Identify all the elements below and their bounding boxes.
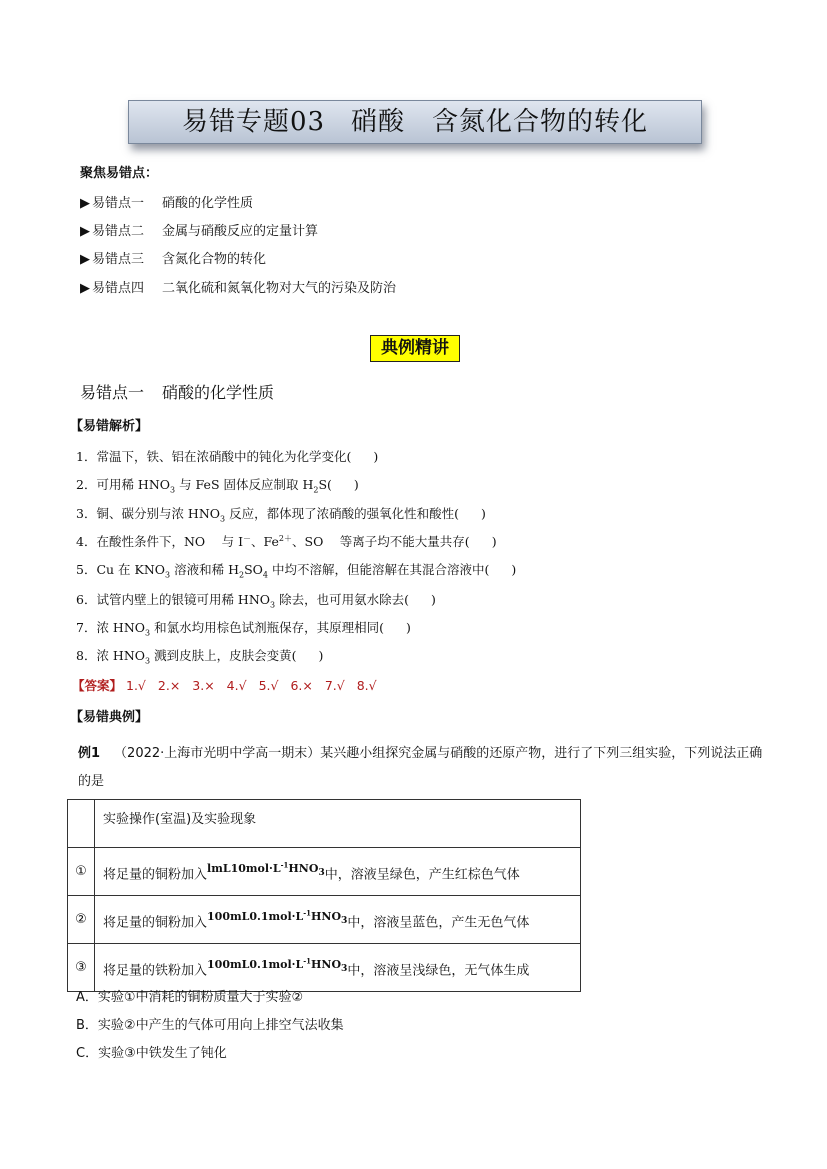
question-4: 4．在酸性条件下，NO 与 I－、$Fe^{2+}$、SO 等离子均不能大量共存( ) <box>76 533 497 549</box>
row-number: ① <box>68 848 95 896</box>
answer-item: 7.√ <box>324 678 345 693</box>
example-text: （2022·上海市光明中学高一期末）某兴趣小组探究金属与硝酸的还原产物，进行了下列三组实验，下列说法正确的是 <box>78 746 763 789</box>
triangle-icon: ▶ <box>80 224 90 239</box>
question-7: 7．浓 $HNO_3$ 和氯水均用棕色试剂瓶保存，其原理相同( ) <box>76 620 411 638</box>
option-b: B．实验②中产生的气体可用向上排空气法收集 <box>76 1018 344 1033</box>
example-label: 例1 <box>78 746 101 761</box>
focus-point: ▶ 易错点一 硝酸的化学性质 <box>80 196 254 211</box>
answer-item: 6.× <box>290 678 313 693</box>
option-a: A．实验①中消耗的铜粉质量大于实验② <box>76 990 304 1005</box>
formula: 100mL0.1mol·L-1HNO3 <box>207 908 348 927</box>
example-tag: 【易错典例】 <box>70 710 149 725</box>
triangle-icon: ▶ <box>80 196 90 211</box>
answer-item: 5.√ <box>258 678 279 693</box>
question-8: 8．浓 $HNO_3$ 溅到皮肤上，皮肤会变黄( ) <box>76 648 324 666</box>
answer-item: 1.√ <box>126 678 146 693</box>
question-1: 1．常温下，铁、铝在浓硝酸中的钝化为化学变化( ) <box>76 449 379 464</box>
title-banner <box>128 100 702 144</box>
table-header: 实验操作(室温)及实验现象 <box>95 800 581 848</box>
triangle-icon: ▶ <box>80 281 90 296</box>
analysis-tag: 【易错解析】 <box>70 419 149 434</box>
table-row: ① 将足量的铜粉加入$^{lmL10mol\cdot L^{-1}HNO_3}$中，溶液呈绿色，产生红棕色气体 <box>68 848 581 896</box>
focus-point: ▶ 易错点三 含氮化合物的转化 <box>80 252 267 267</box>
answer-item: 3.× <box>192 678 215 693</box>
focus-point: ▶ 易错点二 金属与硝酸反应的定量计算 <box>80 224 319 239</box>
table-row: ③ 将足量的铁粉加入$^{100mL0.1mol\cdot L^{-1}HNO_3}$中，溶液呈浅绿色，无气体生成 <box>68 944 581 992</box>
section-badge: 典例精讲 <box>370 335 460 362</box>
row-number: ② <box>68 896 95 944</box>
answer-item: 2.× <box>157 678 181 693</box>
answer-item: 4.√ <box>226 678 247 693</box>
experiment-table <box>67 799 581 992</box>
focus-point: ▶ 易错点四 二氧化硫和氮氧化物对大气的污染及防治 <box>80 281 397 296</box>
table-row: ② 将足量的铜粉加入$^{100mL0.1mol\cdot L^{-1}HNO_3}$中，溶液呈蓝色，产生无色气体 <box>68 896 581 944</box>
question-6: 6．试管内壁上的银镜可用稀 $HNO_3$ 除去，也可用氨水除去( ) <box>76 592 436 610</box>
section-heading: 易错点一 硝酸的化学性质 <box>80 383 275 402</box>
answer-line <box>72 676 377 694</box>
question-3: 3．铜、碳分别与浓 $HNO_3$ 反应，都体现了浓硝酸的强氧化性和酸性( ) <box>76 506 486 524</box>
triangle-icon: ▶ <box>80 252 90 267</box>
example-1 <box>78 740 768 796</box>
option-c: C．实验③中铁发生了钝化 <box>76 1046 227 1061</box>
question-5: 5．Cu 在 $KNO_3$ 溶液和稀 $H_2SO_4$ 中均不溶解，但能溶解在其混合溶液中( ) <box>76 562 517 580</box>
title-right: 硝酸 含氮化合物的转化 <box>351 107 649 137</box>
row-number: ③ <box>68 944 95 992</box>
answer-label: 【答案】 <box>72 678 123 693</box>
answer-item: 8.√ <box>356 678 377 693</box>
table-header-row <box>68 800 581 848</box>
formula: lmL10mol·L-1HNO3 <box>207 860 325 879</box>
question-2: 2．可用稀 $HNO_3$ 与 FeS 固体反应制取 $H_2S$( ) <box>76 477 359 495</box>
formula: 100mL0.1mol·L-1HNO3 <box>207 956 348 975</box>
focus-label: 聚焦易错点： <box>80 166 159 181</box>
title-left: 易错专题03 <box>181 107 326 137</box>
